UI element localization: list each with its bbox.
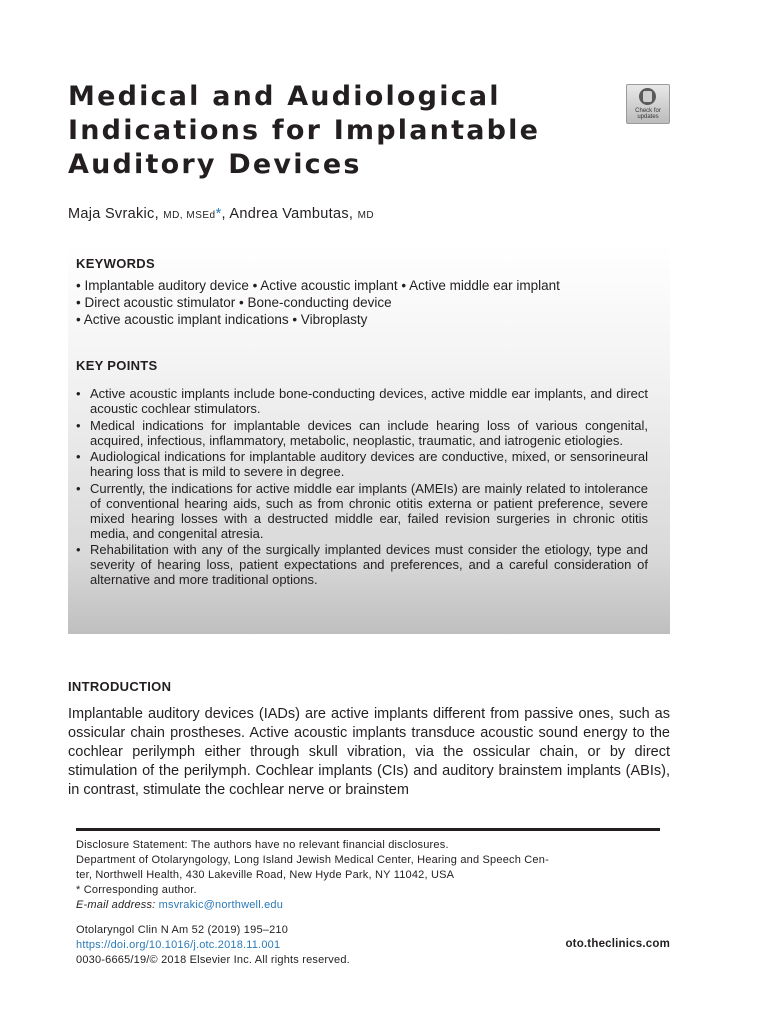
key-point-item <box>76 449 648 479</box>
bullet-icon: • <box>76 542 81 557</box>
doi-link[interactable]: https://doi.org/10.1016/j.otc.2018.11.001 <box>76 939 281 951</box>
email-link[interactable]: msvrakic@northwell.edu <box>158 899 284 911</box>
bullet-icon: • <box>76 386 81 401</box>
key-point-item <box>76 418 648 448</box>
introduction-heading: INTRODUCTION <box>68 679 172 694</box>
key-point-item <box>76 481 648 541</box>
disclosure-statement: Disclosure Statement: The authors have no relevant financial disclosures. <box>76 839 449 851</box>
bullet-icon: • <box>76 449 81 464</box>
key-point-text: Rehabilitation with any of the surgically implanted devices must consider the etiology, type and severity of hearing loss, patient expectations and preferences, and a careful consideration of alternative and more traditional options. <box>90 542 648 587</box>
keywords-keypoints-box <box>68 244 670 634</box>
key-point-item <box>76 542 648 587</box>
check-for-updates-badge[interactable] <box>626 84 670 124</box>
affiliation-line: Department of Otolaryngology, Long Island Jewish Medical Center, Hearing and Speech Cen- <box>76 854 549 866</box>
key-points-heading: KEY POINTS <box>76 358 158 373</box>
author-line <box>68 206 374 222</box>
corresponding-author-marker[interactable]: * <box>215 206 222 222</box>
crossmark-label: Check for updates <box>635 108 661 120</box>
key-point-text: Currently, the indications for active middle ear implants (AMEIs) are mainly related to intolerance of conventional hearing aids, such as from chronic otitis externa or patient preference, severe mixed hearing losses with a destructed middle ear, failed revision surgeries in chronic otitis media, and congenital atresia. <box>90 480 648 541</box>
key-point-text: Medical indications for implantable devices can include hearing loss of various congenital, acquired, infectious, inflammatory, metabolic, neoplastic, traumatic, and iatrogenic etiologies. <box>90 417 648 448</box>
journal-website[interactable]: oto.theclinics.com <box>565 938 670 950</box>
author-2-degrees: MD <box>357 210 375 221</box>
introduction-paragraph: Implantable auditory devices (IADs) are active implants different from passive ones, such as ossicular chain prostheses. Active acoustic implants transduce acoustic sound energy to the cochlear perilymph either through skull vibration, via the ossicular chain, or by direct stimulation of the perilymph. Cochlear implants (CIs) and auditory brainstem implants (ABIs), in contrast, stimulate the cochlear nerve or brainstem <box>68 706 670 798</box>
author-1-degrees: MD, MSEd <box>163 210 216 221</box>
email-label: E-mail address: <box>76 899 159 911</box>
crossmark-icon <box>639 88 656 105</box>
key-point-text: Active acoustic implants include bone-conducting devices, active middle ear implants, and direct acoustic cochlear stimulators. <box>90 386 648 416</box>
journal-citation: Otolaryngol Clin N Am 52 (2019) 195–210 <box>76 924 289 936</box>
bullet-icon: • <box>76 417 81 433</box>
author-2-name: Andrea Vambutas, <box>229 206 358 222</box>
keywords-line: • Active acoustic implant indications • Vibroplasty <box>76 312 368 327</box>
footnote-divider <box>76 828 660 831</box>
corresponding-author-note: * Corresponding author. <box>76 884 197 896</box>
keywords-line: • Direct acoustic stimulator • Bone-conducting device <box>76 295 392 310</box>
copyright-line: 0030-6665/19/© 2018 Elsevier Inc. All rights reserved. <box>76 954 350 966</box>
email-line <box>76 898 676 913</box>
key-point-text: Audiological indications for implantable auditory devices are conductive, mixed, or sensorineural hearing loss that is mild to severe in degree. <box>90 449 648 479</box>
key-points-list <box>76 386 648 589</box>
keywords-line: • Implantable auditory device • Active acoustic implant • Active middle ear implant <box>76 278 560 293</box>
author-1-name: Maja Svrakic, <box>68 206 164 222</box>
keywords-heading: KEYWORDS <box>76 256 155 271</box>
key-point-item <box>76 386 648 416</box>
author-separator: , <box>221 206 230 222</box>
article-title: Medical and Audiological Indications for Implantable Auditory Devices <box>68 81 541 180</box>
bullet-icon: • <box>76 480 81 496</box>
affiliation-line: ter, Northwell Health, 430 Lakeville Road, New Hyde Park, NY 11042, USA <box>76 869 455 881</box>
